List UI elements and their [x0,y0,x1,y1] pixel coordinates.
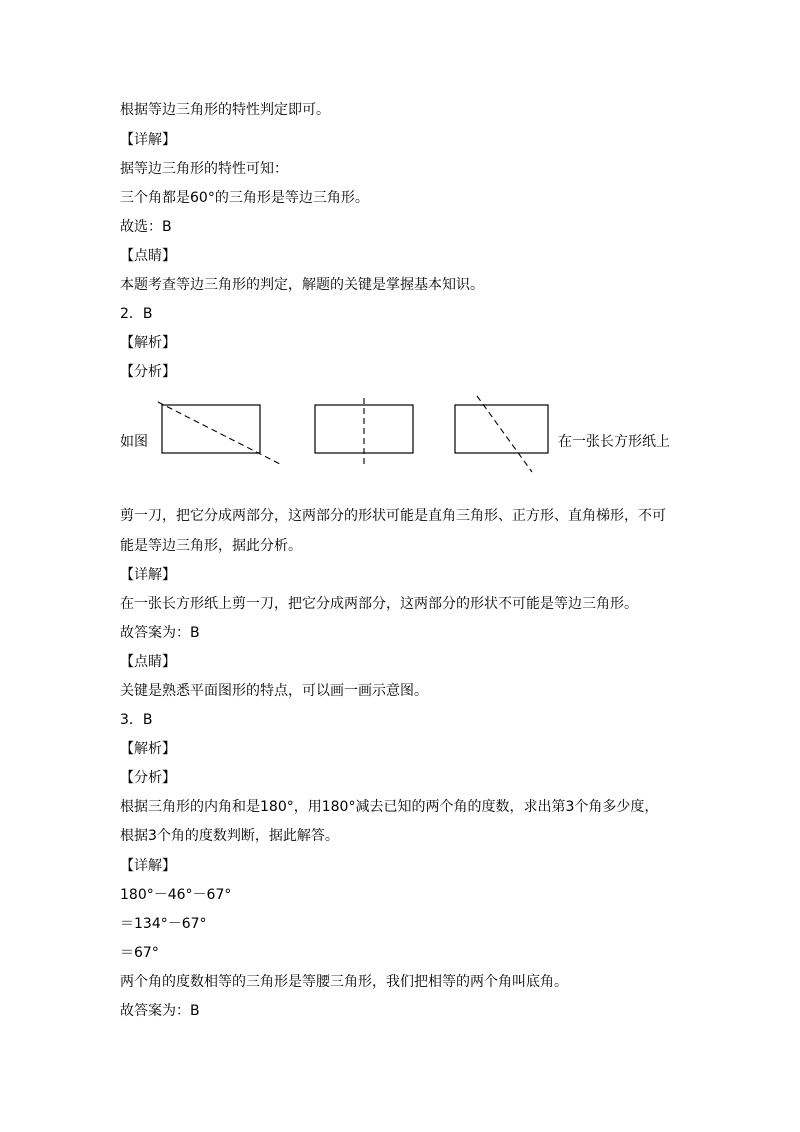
text-line: 根据三角形的内角和是180°，用180°减去已知的两个角的度数，求出第3个角多少度， [120,799,659,815]
section-heading: 【点睛】 [120,654,176,670]
text-line: 关键是熟悉平面图形的特点，可以画一画示意图。 [120,683,428,699]
rectangle-cut-figures [120,396,700,476]
question-number: 2．B [120,306,153,322]
text-line: 本题考查等边三角形的判定，解题的关键是掌握基本知识。 [120,277,484,293]
section-heading: 【详解】 [120,567,176,583]
calc-line: 180°－46°－67° [120,887,232,903]
section-heading: 【详解】 [120,858,176,874]
calc-line: ＝67° [120,945,159,961]
text-line: 根据等边三角形的特性判定即可。 [120,102,330,118]
text-line: 三个角都是60°的三角形是等边三角形。 [120,190,369,206]
section-heading: 【解析】 [120,335,176,351]
text-line: 据等边三角形的特性可知： [120,161,288,177]
text-line: 在一张长方形纸上剪一刀，把它分成两部分，这两部分的形状不可能是等边三角形。 [120,596,638,612]
text-line: 两个角的度数相等的三角形是等腰三角形，我们把相等的两个角叫底角。 [120,974,568,990]
cut-line-1 [158,402,280,464]
rectangle-1 [162,405,260,453]
cut-line-3 [477,396,532,472]
text-line: 能是等边三角形，据此分析。 [120,538,302,554]
question-number: 3．B [120,712,153,728]
text-line: 剪一刀，把它分成两部分，这两部分的形状可能是直角三角形、正方形、直角梯形，不可 [120,508,666,524]
calc-line: ＝134°－67° [120,916,207,932]
text-line: 根据3个角的度数判断，据此解答。 [120,828,339,844]
figure-right-label: 在一张长方形纸上 [558,434,670,450]
section-heading: 【解析】 [120,741,176,757]
answer-line: 故答案为：B [120,1003,200,1019]
section-heading: 【点睛】 [120,248,176,264]
figure-left-label: 如图 [120,434,148,450]
section-heading: 【分析】 [120,364,176,380]
answer-line: 故选：B [120,219,172,235]
section-heading: 【详解】 [120,132,176,148]
answer-line: 故答案为：B [120,625,200,641]
section-heading: 【分析】 [120,770,176,786]
